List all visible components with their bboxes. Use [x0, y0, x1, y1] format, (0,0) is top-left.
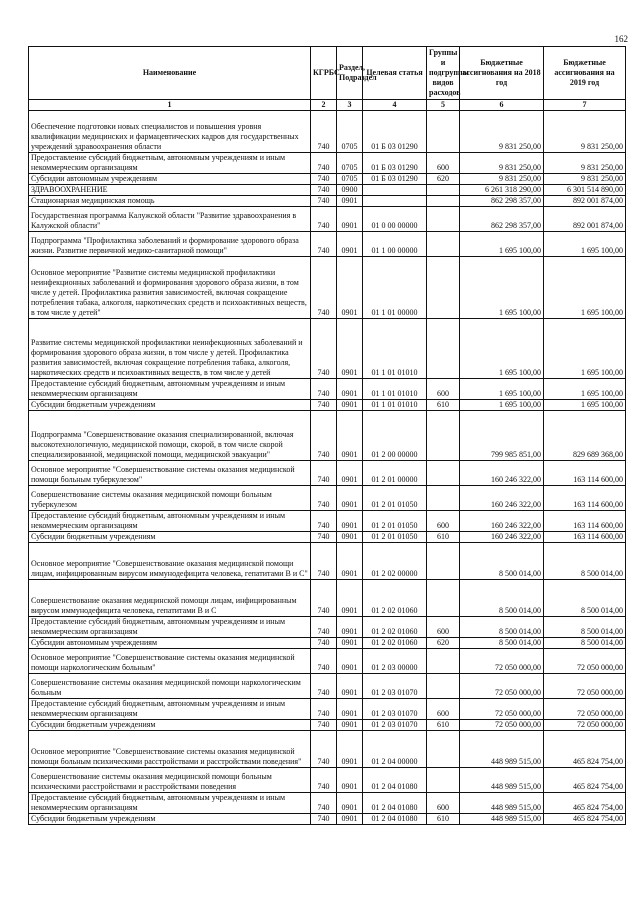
header-kgrbs: КГРБС: [311, 47, 337, 100]
row-amount-2019: 465 824 754,00: [544, 793, 626, 814]
row-expense-group: [427, 768, 460, 793]
table-row: [29, 649, 626, 674]
row-name: Основное мероприятие "Развитие системы медицинской профилактики неинфекционных заболеваний и формирования здорового образа жизни, в том числе у детей. Профилактика развития зависимостей, включая сокращение потребления табака, алкоголя, наркотических средств и психоактивных веществ, в том числе у детей": [29, 257, 311, 319]
row-name: Совершенствование оказания медицинской помощи лицам, инфицированным вирусом иммунодефицита человека, гепатитами В и С: [29, 580, 311, 617]
row-expense-group: [427, 486, 460, 511]
row-amount-2018: 448 989 515,00: [460, 814, 544, 825]
row-amount-2018: 862 298 357,00: [460, 207, 544, 232]
row-amount-2019: 72 050 000,00: [544, 649, 626, 674]
row-target-article: 01 2 01 01050: [363, 511, 427, 532]
row-expense-group: 620: [427, 638, 460, 649]
row-amount-2019: 1 695 100,00: [544, 379, 626, 400]
row-section: 0705: [337, 111, 363, 153]
table-row: [29, 486, 626, 511]
row-amount-2019: 1 695 100,00: [544, 232, 626, 257]
row-target-article: 01 2 03 01070: [363, 699, 427, 720]
row-section: 0901: [337, 486, 363, 511]
row-kgrbs: 740: [311, 379, 337, 400]
row-expense-group: 600: [427, 153, 460, 174]
row-expense-group: [427, 731, 460, 768]
table-row: [29, 196, 626, 207]
table-row: [29, 379, 626, 400]
row-name: Субсидии бюджетным учреждениям: [29, 720, 311, 731]
row-section: 0901: [337, 532, 363, 543]
row-amount-2018: 160 246 322,00: [460, 532, 544, 543]
row-expense-group: 610: [427, 532, 460, 543]
table-row: [29, 319, 626, 379]
row-section: 0901: [337, 196, 363, 207]
row-amount-2019: 8 500 014,00: [544, 638, 626, 649]
table-row: [29, 461, 626, 486]
row-kgrbs: 740: [311, 196, 337, 207]
row-section: 0901: [337, 674, 363, 699]
row-name: Обеспечение подготовки новых специалистов и повышения уровня квалификации медицинских и фармацевтических кадров для государственных учреждений здравоохранения области: [29, 111, 311, 153]
header-allocations-2018: Бюджетные ассигнования на 2018 год: [460, 47, 544, 100]
table-row: [29, 174, 626, 185]
row-expense-group: [427, 319, 460, 379]
header-allocations-2019: Бюджетные ассигнования на 2019 год: [544, 47, 626, 100]
row-section: 0901: [337, 617, 363, 638]
row-expense-group: [427, 649, 460, 674]
row-expense-group: [427, 196, 460, 207]
row-amount-2018: 448 989 515,00: [460, 793, 544, 814]
row-expense-group: 600: [427, 379, 460, 400]
row-kgrbs: 740: [311, 793, 337, 814]
row-amount-2019: 8 500 014,00: [544, 543, 626, 580]
row-expense-group: 600: [427, 699, 460, 720]
row-amount-2019: 72 050 000,00: [544, 720, 626, 731]
row-kgrbs: 740: [311, 174, 337, 185]
table-row: [29, 111, 626, 153]
row-target-article: 01 2 03 01070: [363, 720, 427, 731]
row-amount-2018: 862 298 357,00: [460, 196, 544, 207]
table-row: [29, 814, 626, 825]
row-name: Субсидии бюджетным учреждениям: [29, 532, 311, 543]
table-row: [29, 207, 626, 232]
row-target-article: 01 2 04 01080: [363, 793, 427, 814]
header-section: Раздел, Подраздел: [337, 47, 363, 100]
row-amount-2018: 1 695 100,00: [460, 379, 544, 400]
row-section: 0901: [337, 411, 363, 461]
row-expense-group: [427, 543, 460, 580]
column-index: 4: [363, 100, 427, 111]
row-name: Основное мероприятие "Совершенствование оказания медицинской помощи лицам, инфицированным вирусом иммунодефицита человека, гепатитами В и С": [29, 543, 311, 580]
column-index: 5: [427, 100, 460, 111]
row-kgrbs: 740: [311, 411, 337, 461]
table-row: [29, 720, 626, 731]
row-expense-group: 610: [427, 400, 460, 411]
row-section: 0901: [337, 461, 363, 486]
row-kgrbs: 740: [311, 768, 337, 793]
row-amount-2019: 892 001 874,00: [544, 196, 626, 207]
row-section: 0900: [337, 185, 363, 196]
row-target-article: [363, 196, 427, 207]
header-target-article: Целевая статья: [363, 47, 427, 100]
row-name: Основное мероприятие "Совершенствование системы оказания медицинской помощи больным туберкулезом": [29, 461, 311, 486]
row-expense-group: [427, 232, 460, 257]
row-amount-2019: 72 050 000,00: [544, 699, 626, 720]
row-target-article: 01 2 01 01050: [363, 486, 427, 511]
row-amount-2019: 163 114 600,00: [544, 532, 626, 543]
row-kgrbs: 740: [311, 511, 337, 532]
row-expense-group: [427, 111, 460, 153]
row-target-article: 01 Б 03 01290: [363, 111, 427, 153]
row-kgrbs: 740: [311, 731, 337, 768]
row-name: Государственная программа Калужской области "Развитие здравоохранения в Калужской области": [29, 207, 311, 232]
table-row: [29, 185, 626, 196]
row-amount-2018: 1 695 100,00: [460, 257, 544, 319]
row-amount-2019: 9 831 250,00: [544, 153, 626, 174]
row-expense-group: 610: [427, 814, 460, 825]
row-target-article: 01 2 01 01050: [363, 532, 427, 543]
column-index: 7: [544, 100, 626, 111]
row-section: 0901: [337, 379, 363, 400]
row-target-article: 01 Б 03 01290: [363, 153, 427, 174]
row-amount-2019: 465 824 754,00: [544, 814, 626, 825]
row-section: 0705: [337, 174, 363, 185]
table-row: [29, 580, 626, 617]
row-expense-group: 600: [427, 617, 460, 638]
row-target-article: 01 1 01 01010: [363, 319, 427, 379]
table-row: [29, 257, 626, 319]
table-body: [29, 111, 626, 825]
row-expense-group: 620: [427, 174, 460, 185]
row-amount-2018: 448 989 515,00: [460, 768, 544, 793]
row-name: Совершенствование системы оказания медицинской помощи больным туберкулезом: [29, 486, 311, 511]
row-target-article: 01 2 02 01060: [363, 617, 427, 638]
row-kgrbs: 740: [311, 461, 337, 486]
row-amount-2018: 799 985 851,00: [460, 411, 544, 461]
row-kgrbs: 740: [311, 674, 337, 699]
row-amount-2018: 1 695 100,00: [460, 319, 544, 379]
row-name: Предоставление субсидий бюджетным, автономным учреждениям и иным некоммерческим организациям: [29, 617, 311, 638]
table-row: [29, 511, 626, 532]
row-amount-2018: 72 050 000,00: [460, 674, 544, 699]
budget-table: [28, 46, 626, 825]
table-header-row: [29, 47, 626, 100]
row-kgrbs: 740: [311, 185, 337, 196]
table-row: [29, 232, 626, 257]
table-row: [29, 532, 626, 543]
row-section: 0901: [337, 580, 363, 617]
row-section: 0901: [337, 720, 363, 731]
row-kgrbs: 740: [311, 232, 337, 257]
row-expense-group: 600: [427, 511, 460, 532]
row-target-article: 01 2 04 01080: [363, 768, 427, 793]
row-kgrbs: 740: [311, 720, 337, 731]
row-section: 0901: [337, 543, 363, 580]
row-target-article: 01 2 02 01060: [363, 580, 427, 617]
row-name: Предоставление субсидий бюджетным, автономным учреждениям и иным некоммерческим организациям: [29, 511, 311, 532]
row-section: 0901: [337, 793, 363, 814]
row-name: Развитие системы медицинской профилактики неинфекционных заболеваний и формирования здорового образа жизни, в том числе у детей. Профилактика развития зависимостей, включая сокращение потребления табака, алкоголя, наркотических средств и психоактивных веществ, в том числе у детей: [29, 319, 311, 379]
header-name: Наименование: [29, 47, 311, 100]
row-name: Совершенствование системы оказания медицинской помощи наркологическим больным: [29, 674, 311, 699]
row-target-article: 01 1 01 01010: [363, 379, 427, 400]
table-row: [29, 617, 626, 638]
table-row: [29, 793, 626, 814]
row-section: 0901: [337, 400, 363, 411]
row-kgrbs: 740: [311, 814, 337, 825]
page-number: 162: [614, 34, 628, 44]
row-amount-2019: 892 001 874,00: [544, 207, 626, 232]
row-section: 0901: [337, 814, 363, 825]
row-section: 0705: [337, 153, 363, 174]
row-expense-group: [427, 411, 460, 461]
row-target-article: 01 2 02 01060: [363, 638, 427, 649]
row-kgrbs: 740: [311, 638, 337, 649]
row-amount-2019: 1 695 100,00: [544, 400, 626, 411]
column-index: 2: [311, 100, 337, 111]
row-target-article: 01 2 02 00000: [363, 543, 427, 580]
row-target-article: 01 2 03 00000: [363, 649, 427, 674]
row-amount-2018: 72 050 000,00: [460, 720, 544, 731]
row-amount-2018: 9 831 250,00: [460, 174, 544, 185]
row-name: Подпрограмма "Профилактика заболеваний и формирование здорового образа жизни. Развитие первичной медико-санитарной помощи": [29, 232, 311, 257]
row-amount-2019: 6 301 514 890,00: [544, 185, 626, 196]
row-target-article: 01 2 01 00000: [363, 461, 427, 486]
row-kgrbs: 740: [311, 532, 337, 543]
row-amount-2019: 829 689 368,00: [544, 411, 626, 461]
row-name: Субсидии бюджетным учреждениям: [29, 400, 311, 411]
row-name: Субсидии автономным учреждениям: [29, 638, 311, 649]
row-amount-2018: 448 989 515,00: [460, 731, 544, 768]
row-section: 0901: [337, 207, 363, 232]
row-target-article: 01 1 01 01010: [363, 400, 427, 411]
table-row: [29, 699, 626, 720]
row-amount-2018: 160 246 322,00: [460, 511, 544, 532]
row-amount-2019: 163 114 600,00: [544, 511, 626, 532]
table-row: [29, 768, 626, 793]
column-index-row: [29, 100, 626, 111]
row-target-article: 01 1 00 00000: [363, 232, 427, 257]
row-section: 0901: [337, 511, 363, 532]
row-expense-group: [427, 580, 460, 617]
row-amount-2018: 9 831 250,00: [460, 111, 544, 153]
row-section: 0901: [337, 232, 363, 257]
table-row: [29, 638, 626, 649]
row-amount-2019: 1 695 100,00: [544, 319, 626, 379]
row-kgrbs: 740: [311, 257, 337, 319]
row-target-article: 01 2 00 00000: [363, 411, 427, 461]
row-expense-group: [427, 461, 460, 486]
row-kgrbs: 740: [311, 400, 337, 411]
table-row: [29, 731, 626, 768]
row-name: Предоставление субсидий бюджетным, автономным учреждениям и иным некоммерческим организациям: [29, 793, 311, 814]
row-section: 0901: [337, 257, 363, 319]
row-name: Предоставление субсидий бюджетным, автономным учреждениям и иным некоммерческим организациям: [29, 699, 311, 720]
row-kgrbs: 740: [311, 617, 337, 638]
row-target-article: 01 0 00 00000: [363, 207, 427, 232]
row-target-article: 01 2 03 01070: [363, 674, 427, 699]
table-row: [29, 674, 626, 699]
row-kgrbs: 740: [311, 699, 337, 720]
row-expense-group: [427, 207, 460, 232]
row-amount-2018: 72 050 000,00: [460, 649, 544, 674]
row-expense-group: [427, 257, 460, 319]
row-section: 0901: [337, 649, 363, 674]
row-kgrbs: 740: [311, 580, 337, 617]
row-name: Предоставление субсидий бюджетным, автономным учреждениям и иным некоммерческим организациям: [29, 153, 311, 174]
column-index: 6: [460, 100, 544, 111]
header-expense-groups: Группы и подгруппы видов расходов: [427, 47, 460, 100]
column-index: 1: [29, 100, 311, 111]
row-kgrbs: 740: [311, 111, 337, 153]
row-amount-2018: 1 695 100,00: [460, 400, 544, 411]
row-kgrbs: 740: [311, 649, 337, 674]
row-kgrbs: 740: [311, 153, 337, 174]
row-name: Основное мероприятие "Совершенствование системы оказания медицинской помощи наркологическим больным": [29, 649, 311, 674]
row-name: Субсидии автономным учреждениям: [29, 174, 311, 185]
table-row: [29, 543, 626, 580]
row-target-article: 01 Б 03 01290: [363, 174, 427, 185]
row-name: Стационарная медицинская помощь: [29, 196, 311, 207]
row-amount-2019: 465 824 754,00: [544, 768, 626, 793]
row-target-article: 01 2 04 01080: [363, 814, 427, 825]
row-section: 0901: [337, 319, 363, 379]
row-kgrbs: 740: [311, 207, 337, 232]
row-target-article: 01 2 04 00000: [363, 731, 427, 768]
row-name: Совершенствование системы оказания медицинской помощи больным психическими расстройствами и расстройствами поведения: [29, 768, 311, 793]
row-expense-group: 610: [427, 720, 460, 731]
table-row: [29, 411, 626, 461]
row-amount-2019: 8 500 014,00: [544, 580, 626, 617]
row-amount-2018: 160 246 322,00: [460, 486, 544, 511]
row-amount-2019: 72 050 000,00: [544, 674, 626, 699]
row-amount-2019: 9 831 250,00: [544, 174, 626, 185]
row-name: ЗДРАВООХРАНЕНИЕ: [29, 185, 311, 196]
row-kgrbs: 740: [311, 319, 337, 379]
row-section: 0901: [337, 768, 363, 793]
table-row: [29, 400, 626, 411]
row-name: Субсидии бюджетным учреждениям: [29, 814, 311, 825]
row-amount-2019: 465 824 754,00: [544, 731, 626, 768]
row-amount-2018: 8 500 014,00: [460, 617, 544, 638]
row-amount-2019: 9 831 250,00: [544, 111, 626, 153]
row-amount-2019: 1 695 100,00: [544, 257, 626, 319]
row-section: 0901: [337, 731, 363, 768]
row-target-article: 01 1 01 00000: [363, 257, 427, 319]
row-amount-2018: 160 246 322,00: [460, 461, 544, 486]
column-index: 3: [337, 100, 363, 111]
row-expense-group: [427, 674, 460, 699]
row-section: 0901: [337, 699, 363, 720]
row-expense-group: 600: [427, 793, 460, 814]
row-section: 0901: [337, 638, 363, 649]
row-amount-2019: 163 114 600,00: [544, 486, 626, 511]
row-amount-2019: 163 114 600,00: [544, 461, 626, 486]
row-name: Основное мероприятие "Совершенствование системы оказания медицинской помощи больным психическими расстройствами и расстройствами поведения": [29, 731, 311, 768]
row-target-article: [363, 185, 427, 196]
row-amount-2018: 72 050 000,00: [460, 699, 544, 720]
table-row: [29, 153, 626, 174]
row-name: Предоставление субсидий бюджетным, автономным учреждениям и иным некоммерческим организациям: [29, 379, 311, 400]
row-amount-2018: 6 261 318 290,00: [460, 185, 544, 196]
row-expense-group: [427, 185, 460, 196]
row-kgrbs: 740: [311, 486, 337, 511]
row-name: Подпрограмма "Совершенствование оказания специализированной, включая высокотехнологичную, медицинской помощи, скорой, в том числе скорой специализированной, медицинской помощи, медицинской эвакуации": [29, 411, 311, 461]
row-amount-2018: 1 695 100,00: [460, 232, 544, 257]
row-amount-2018: 9 831 250,00: [460, 153, 544, 174]
row-amount-2019: 8 500 014,00: [544, 617, 626, 638]
row-amount-2018: 8 500 014,00: [460, 638, 544, 649]
row-amount-2018: 8 500 014,00: [460, 580, 544, 617]
row-amount-2018: 8 500 014,00: [460, 543, 544, 580]
row-kgrbs: 740: [311, 543, 337, 580]
